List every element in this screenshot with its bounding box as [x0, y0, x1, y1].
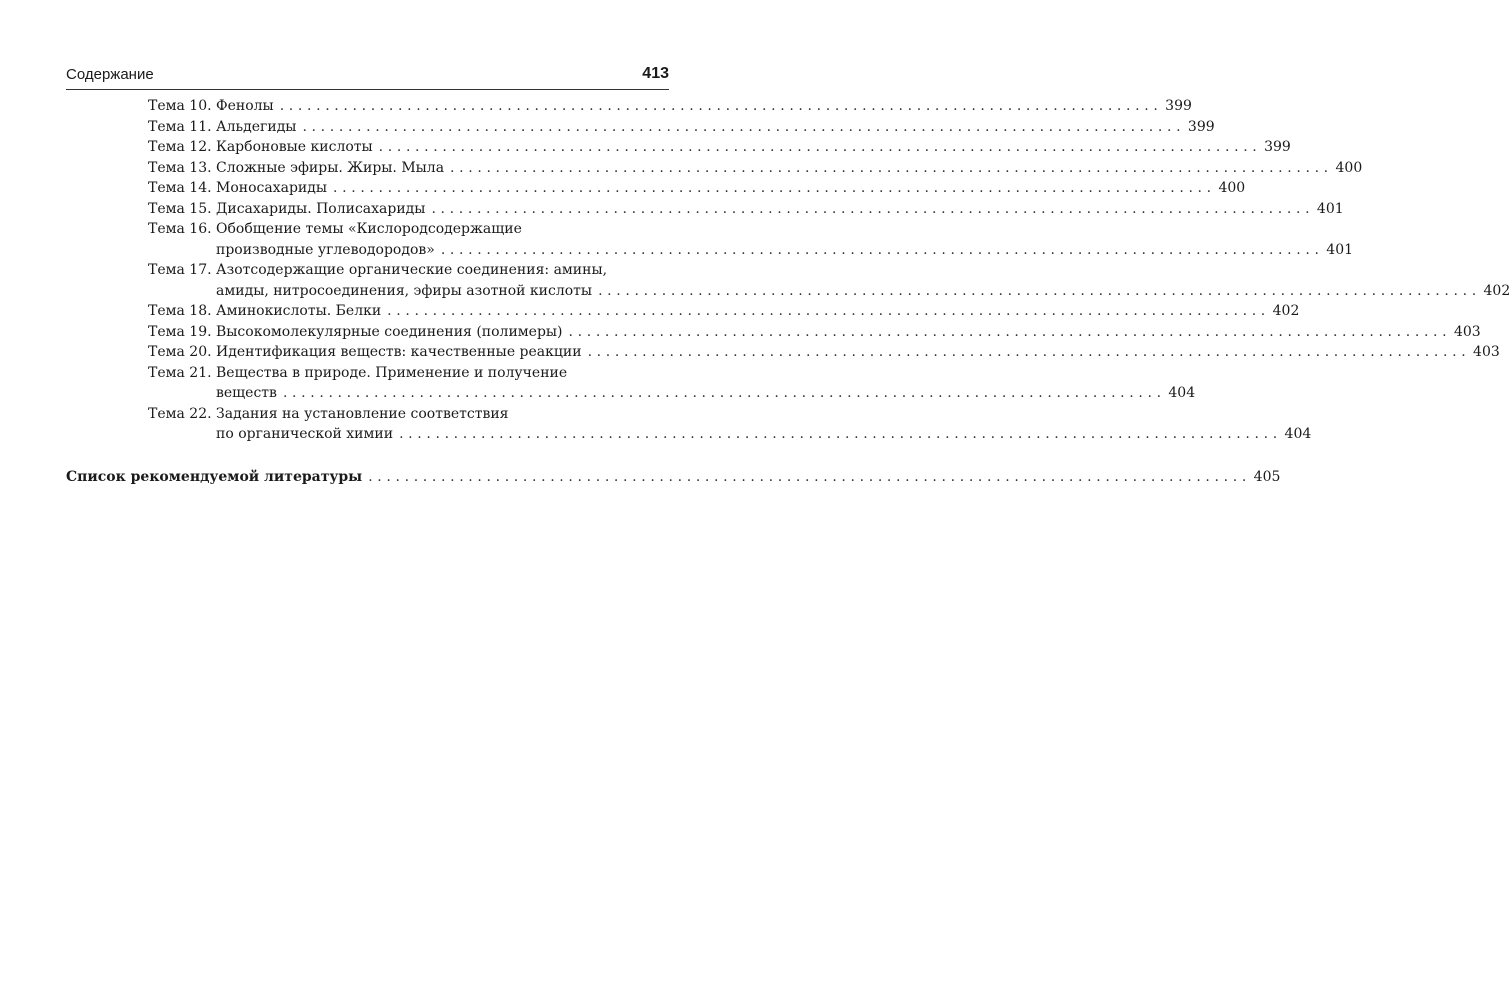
toc-entry-page: 403	[1453, 323, 1481, 340]
toc-entry-number: Тема 10.	[148, 98, 212, 114]
toc-entry-page: 405	[1253, 469, 1281, 485]
toc-leader-dots: . . . . . . . . . . . . . . . . . . . . . . . . . . . . . . . . . . . . . . . . . . . . . . . . . . . . . . . . . . . . . . . . . . . . . . . . . . . . . . . . . . . . . . . . . . . . . . . . .	[440, 241, 1320, 258]
toc-entry-title: производные углеводородов»	[216, 241, 435, 258]
toc-entry-title: по органической химии	[216, 426, 394, 442]
toc-entry-number: Тема 18.	[148, 303, 212, 319]
toc-entry[interactable]	[148, 178, 1246, 199]
toc-entry-number: Тема 22.	[148, 405, 212, 422]
toc-entry-title: Альдегиды	[216, 118, 297, 135]
toc-entry-literature[interactable]	[66, 467, 1281, 488]
toc-entry-page: 404	[1284, 426, 1312, 442]
toc-entry-page: 403	[1473, 344, 1500, 360]
toc-entry-title: Моносахариды	[216, 180, 328, 196]
toc-entry-title: Высокомолекулярные соединения (полимеры)	[216, 323, 563, 340]
toc-entry-page: 399	[1187, 118, 1215, 135]
toc-entry-title: веществ	[216, 385, 277, 401]
toc-entry[interactable]	[148, 363, 1196, 404]
toc-leader-dots: . . . . . . . . . . . . . . . . . . . . . . . . . . . . . . . . . . . . . . . . . . . . . . . . . . . . . . . . . . . . . . . . . . . . . . . . . . . . . . . . . . . . . . . . . . . . . . . . .	[279, 98, 1158, 114]
toc-entry-page: 404	[1168, 385, 1196, 401]
toc-entry[interactable]	[148, 117, 1215, 138]
toc-entry-page: 399	[1264, 139, 1291, 155]
toc-entry[interactable]	[148, 322, 1481, 343]
toc-entry-number: Тема 13.	[148, 159, 212, 176]
toc-entry-page: 402	[1272, 303, 1300, 319]
toc-entry-title: Сложные эфиры. Жиры. Мыла	[216, 159, 445, 176]
toc-entry-title: Список рекомендуемой литературы	[66, 469, 363, 485]
toc-entry-title: Фенолы	[216, 98, 274, 114]
toc-entry-title: Азотсодержащие органические соединения: амины,	[216, 262, 608, 278]
toc-leader-dots: . . . . . . . . . . . . . . . . . . . . . . . . . . . . . . . . . . . . . . . . . . . . . . . . . . . . . . . . . . . . . . . . . . . . . . . . . . . . . . . . . . . . . . . . . . . . . . . . .	[431, 200, 1310, 217]
toc-entry-title: Задания на установление соответствия	[216, 405, 509, 422]
toc-entry-title: Вещества в природе. Применение и получение	[216, 364, 568, 381]
toc-leader-dots: . . . . . . . . . . . . . . . . . . . . . . . . . . . . . . . . . . . . . . . . . . . . . . . . . . . . . . . . . . . . . . . . . . . . . . . . . . . . . . . . . . . . . . . . . . . . . . . . .	[282, 385, 1162, 401]
toc-entry-page: 402	[1483, 282, 1510, 299]
toc-entry-number: Тема 15.	[148, 200, 212, 217]
toc-entry-title: Идентификация веществ: качественные реакции	[216, 344, 582, 360]
toc-leader-dots: . . . . . . . . . . . . . . . . . . . . . . . . . . . . . . . . . . . . . . . . . . . . . . . . . . . . . . . . . . . . . . . . . . . . . . . . . . . . . . . . . . . . . . . . . . . . . . . . .	[587, 344, 1466, 360]
header-divider	[66, 89, 669, 90]
toc-entry-title: Карбоновые кислоты	[216, 139, 373, 155]
header-title: Содержание	[66, 66, 154, 83]
toc-entry-number: Тема 17.	[148, 262, 212, 278]
toc-entry-number: Тема 14.	[148, 180, 212, 196]
toc-entry-page: 401	[1326, 241, 1354, 258]
toc-entry-page: 399	[1165, 98, 1192, 114]
toc-entry-title: Дисахариды. Полисахариды	[216, 200, 426, 217]
toc-entry[interactable]	[148, 219, 1354, 260]
toc-entry-number: Тема 11.	[148, 118, 212, 135]
toc-leader-dots: . . . . . . . . . . . . . . . . . . . . . . . . . . . . . . . . . . . . . . . . . . . . . . . . . . . . . . . . . . . . . . . . . . . . . . . . . . . . . . . . . . . . . . . . . . . . . . . . .	[450, 159, 1329, 176]
toc-entry[interactable]	[148, 137, 1291, 158]
running-header	[66, 63, 669, 85]
toc-entry-title: Обобщение темы «Кислородсодержащие	[216, 221, 522, 237]
toc-leader-dots: . . . . . . . . . . . . . . . . . . . . . . . . . . . . . . . . . . . . . . . . . . . . . . . . . . . . . . . . . . . . . . . . . . . . . . . . . . . . . . . . . . . . . . . . . . . . . . . . .	[302, 118, 1181, 135]
toc-entry-title: амиды, нитросоединения, эфиры азотной кислоты	[216, 282, 593, 299]
toc-entry[interactable]	[148, 96, 1192, 117]
toc-entry-title: Аминокислоты. Белки	[216, 303, 382, 319]
toc-entry-number: Тема 20.	[148, 344, 212, 360]
toc-entry[interactable]	[148, 342, 1500, 363]
toc-entry[interactable]	[148, 404, 1312, 445]
toc-leader-dots: . . . . . . . . . . . . . . . . . . . . . . . . . . . . . . . . . . . . . . . . . . . . . . . . . . . . . . . . . . . . . . . . . . . . . . . . . . . . . . . . . . . . . . . . . . . . . . . . .	[368, 469, 1247, 485]
table-of-contents	[0, 96, 1510, 445]
toc-entry-number: Тема 16.	[148, 221, 212, 237]
header-page-number: 413	[642, 65, 669, 82]
toc-leader-dots: . . . . . . . . . . . . . . . . . . . . . . . . . . . . . . . . . . . . . . . . . . . . . . . . . . . . . . . . . . . . . . . . . . . . . . . . . . . . . . . . . . . . . . . . . . . . . . . . .	[399, 426, 1278, 442]
toc-leader-dots: . . . . . . . . . . . . . . . . . . . . . . . . . . . . . . . . . . . . . . . . . . . . . . . . . . . . . . . . . . . . . . . . . . . . . . . . . . . . . . . . . . . . . . . . . . . . . . . . .	[333, 180, 1212, 196]
toc-entry-number: Тема 21.	[148, 364, 212, 381]
toc-leader-dots: . . . . . . . . . . . . . . . . . . . . . . . . . . . . . . . . . . . . . . . . . . . . . . . . . . . . . . . . . . . . . . . . . . . . . . . . . . . . . . . . . . . . . . . . . . . . . . . . .	[387, 303, 1266, 319]
toc-entry-number: Тема 12.	[148, 139, 212, 155]
toc-entry-page: 400	[1335, 159, 1363, 176]
toc-entry-page: 400	[1218, 180, 1246, 196]
toc-entry[interactable]	[148, 158, 1363, 179]
toc-leader-dots: . . . . . . . . . . . . . . . . . . . . . . . . . . . . . . . . . . . . . . . . . . . . . . . . . . . . . . . . . . . . . . . . . . . . . . . . . . . . . . . . . . . . . . . . . . . . . . . . .	[378, 139, 1257, 155]
toc-entry-number: Тема 19.	[148, 323, 212, 340]
toc-entry[interactable]	[148, 260, 1510, 301]
toc-entry-page: 401	[1316, 200, 1344, 217]
toc-leader-dots: . . . . . . . . . . . . . . . . . . . . . . . . . . . . . . . . . . . . . . . . . . . . . . . . . . . . . . . . . . . . . . . . . . . . . . . . . . . . . . . . . . . . . . . . . . . . . . . . .	[598, 282, 1477, 299]
toc-entry[interactable]	[148, 301, 1300, 322]
toc-leader-dots: . . . . . . . . . . . . . . . . . . . . . . . . . . . . . . . . . . . . . . . . . . . . . . . . . . . . . . . . . . . . . . . . . . . . . . . . . . . . . . . . . . . . . . . . . . . . . . . . .	[568, 323, 1447, 340]
toc-entry[interactable]	[148, 199, 1344, 220]
